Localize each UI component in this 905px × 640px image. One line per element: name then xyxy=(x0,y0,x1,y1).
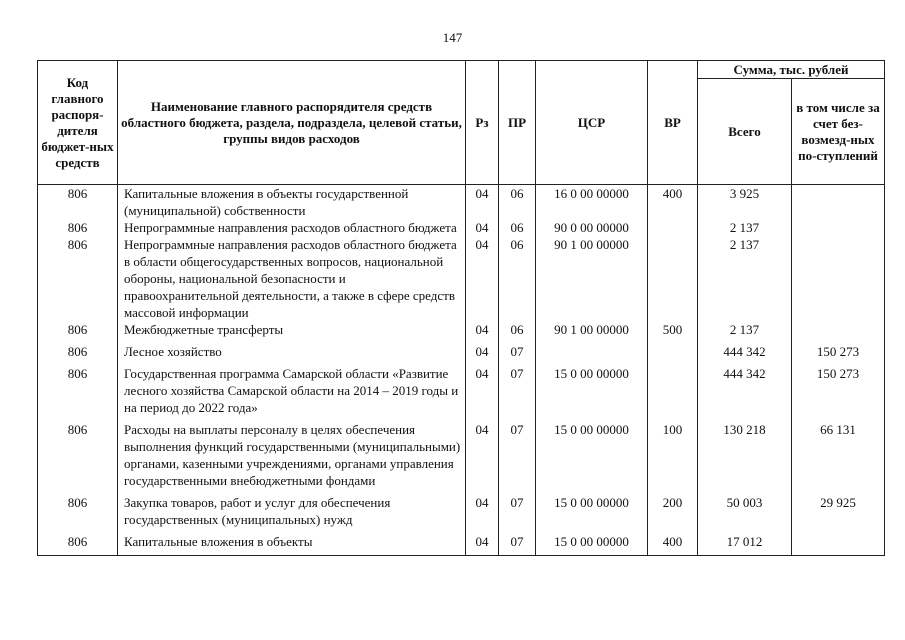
table-row xyxy=(38,533,885,556)
cell-rz: 04 xyxy=(466,365,499,421)
cell-pr: 06 xyxy=(499,219,536,236)
cell-pr: 06 xyxy=(499,236,536,321)
cell-rz: 04 xyxy=(466,343,499,365)
cell-total: 3 925 xyxy=(698,185,792,220)
cell-csr xyxy=(536,343,648,365)
cell-free xyxy=(792,321,885,343)
cell-code: 806 xyxy=(38,321,118,343)
table-row xyxy=(38,219,885,236)
cell-name: Капитальные вложения в объекты xyxy=(118,533,466,556)
cell-name: Закупка товаров, работ и услуг для обеспечения государственных (муниципальных) нужд xyxy=(118,494,466,533)
cell-total: 50 003 xyxy=(698,494,792,533)
header-pr: ПР xyxy=(499,61,536,185)
cell-code: 806 xyxy=(38,365,118,421)
cell-name: Расходы на выплаты персоналу в целях обеспечения выполнения функций государственными (муниципальными) органами, казенными учреждениями, органами управления государственными внебюджетными фондами xyxy=(118,421,466,494)
cell-vr xyxy=(648,236,698,321)
cell-csr: 90 0 00 00000 xyxy=(536,219,648,236)
cell-pr: 07 xyxy=(499,343,536,365)
cell-name: Непрограммные направления расходов областного бюджета в области общегосударственных вопросов, национальной обороны, национальной безопасности и правоохранительной деятельности, а также в сфере средств массовой информации xyxy=(118,236,466,321)
header-csr: ЦСР xyxy=(536,61,648,185)
table-row xyxy=(38,421,885,494)
cell-free: 150 273 xyxy=(792,365,885,421)
cell-free xyxy=(792,236,885,321)
cell-vr xyxy=(648,219,698,236)
cell-csr: 15 0 00 00000 xyxy=(536,421,648,494)
cell-free: 29 925 xyxy=(792,494,885,533)
cell-pr: 06 xyxy=(499,321,536,343)
cell-code: 806 xyxy=(38,494,118,533)
cell-free xyxy=(792,219,885,236)
cell-csr: 90 1 00 00000 xyxy=(536,321,648,343)
header-total: Всего xyxy=(698,79,792,185)
cell-csr: 16 0 00 00000 xyxy=(536,185,648,220)
header-free: в том числе за счет без-возмезд-ных по-ступлений xyxy=(792,79,885,185)
cell-rz: 04 xyxy=(466,421,499,494)
cell-rz: 04 xyxy=(466,533,499,556)
cell-vr: 400 xyxy=(648,533,698,556)
table-row xyxy=(38,494,885,533)
cell-total: 444 342 xyxy=(698,343,792,365)
cell-csr: 90 1 00 00000 xyxy=(536,236,648,321)
cell-total: 2 137 xyxy=(698,321,792,343)
header-code: Код главного распоря-дителя бюджет-ных средств xyxy=(38,61,118,185)
table-body xyxy=(38,185,885,556)
cell-total: 2 137 xyxy=(698,219,792,236)
cell-code: 806 xyxy=(38,343,118,365)
cell-pr: 06 xyxy=(499,185,536,220)
cell-total: 2 137 xyxy=(698,236,792,321)
cell-name: Непрограммные направления расходов областного бюджета xyxy=(118,219,466,236)
cell-free: 66 131 xyxy=(792,421,885,494)
budget-table xyxy=(37,60,885,556)
cell-code: 806 xyxy=(38,219,118,236)
table-row xyxy=(38,236,885,321)
cell-csr: 15 0 00 00000 xyxy=(536,365,648,421)
header-name: Наименование главного распорядителя средств областного бюджета, раздела, подраздела, целевой статьи, группы видов расходов xyxy=(118,61,466,185)
cell-pr: 07 xyxy=(499,421,536,494)
cell-name: Межбюджетные трансферты xyxy=(118,321,466,343)
header-vr: ВР xyxy=(648,61,698,185)
cell-free xyxy=(792,533,885,556)
cell-code: 806 xyxy=(38,421,118,494)
cell-code: 806 xyxy=(38,236,118,321)
cell-csr: 15 0 00 00000 xyxy=(536,533,648,556)
cell-vr xyxy=(648,343,698,365)
cell-vr: 100 xyxy=(648,421,698,494)
header-sum: Сумма, тыс. рублей xyxy=(698,61,885,79)
table-row xyxy=(38,343,885,365)
cell-rz: 04 xyxy=(466,219,499,236)
cell-pr: 07 xyxy=(499,365,536,421)
cell-total: 17 012 xyxy=(698,533,792,556)
cell-vr: 500 xyxy=(648,321,698,343)
table-row xyxy=(38,185,885,220)
page-number: 147 xyxy=(442,30,463,45)
cell-code: 806 xyxy=(38,185,118,220)
cell-rz: 04 xyxy=(466,236,499,321)
cell-pr: 07 xyxy=(499,494,536,533)
table-row xyxy=(38,321,885,343)
cell-free xyxy=(792,185,885,220)
cell-total: 130 218 xyxy=(698,421,792,494)
header-rz: Рз xyxy=(466,61,499,185)
cell-free: 150 273 xyxy=(792,343,885,365)
cell-code: 806 xyxy=(38,533,118,556)
cell-name: Государственная программа Самарской области «Развитие лесного хозяйства Самарской области на 2014 – 2019 годы и на период до 2022 года» xyxy=(118,365,466,421)
table-header xyxy=(38,61,885,185)
cell-rz: 04 xyxy=(466,185,499,220)
cell-name: Лесное хозяйство xyxy=(118,343,466,365)
cell-csr: 15 0 00 00000 xyxy=(536,494,648,533)
cell-vr: 200 xyxy=(648,494,698,533)
cell-vr: 400 xyxy=(648,185,698,220)
cell-rz: 04 xyxy=(466,321,499,343)
cell-rz: 04 xyxy=(466,494,499,533)
cell-total: 444 342 xyxy=(698,365,792,421)
cell-pr: 07 xyxy=(499,533,536,556)
cell-name: Капитальные вложения в объекты государственной (муниципальной) собственности xyxy=(118,185,466,220)
table-row xyxy=(38,365,885,421)
cell-vr xyxy=(648,365,698,421)
